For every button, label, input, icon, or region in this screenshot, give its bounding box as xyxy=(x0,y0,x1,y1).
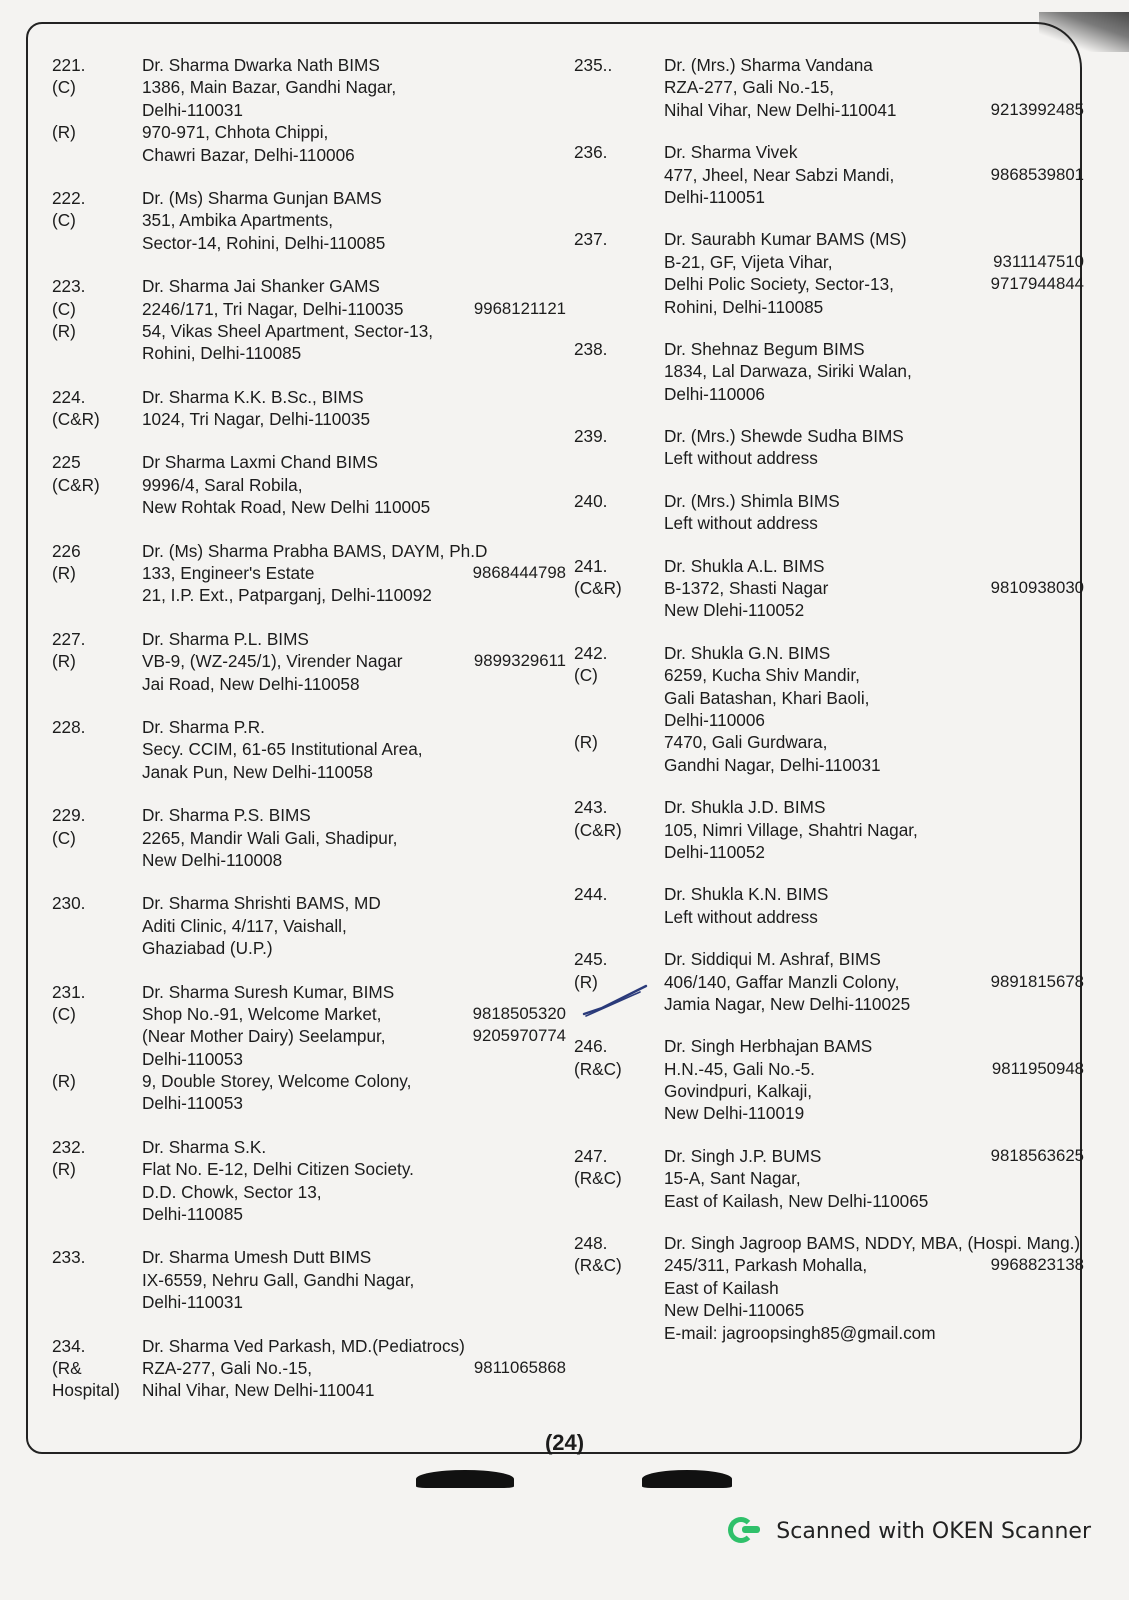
directory-entry xyxy=(52,1136,572,1226)
address-type-label: (C) xyxy=(52,1003,76,1024)
entry-line xyxy=(52,827,572,849)
address-type-label: (C) xyxy=(574,665,598,686)
address-type-label: Hospital) xyxy=(52,1380,120,1401)
directory-entry xyxy=(574,425,1084,470)
address-type-label: (R&C) xyxy=(574,1168,622,1189)
phone-numbers xyxy=(991,577,1084,599)
address-line: 1024, Tri Nagar, Delhi-110035 xyxy=(142,409,371,430)
entry-line xyxy=(574,228,1084,250)
entry-line xyxy=(574,141,1084,163)
scanner-text: Scanned with OKEN Scanner xyxy=(776,1518,1091,1544)
entry-line xyxy=(52,1335,572,1357)
entry-number: 234. xyxy=(52,1335,86,1356)
directory-entry xyxy=(52,804,572,871)
address-line: Left without address xyxy=(664,513,818,534)
entry-line xyxy=(52,1203,572,1225)
directory-entry xyxy=(574,1035,1084,1125)
phone-number: 9810938030 xyxy=(990,578,1084,598)
directory-entry xyxy=(52,275,572,365)
entry-line xyxy=(52,673,572,695)
address-line: Jai Road, New Delhi-110058 xyxy=(142,673,360,694)
entry-number: 229. xyxy=(52,805,86,826)
entry-line xyxy=(574,819,1084,841)
address-line: 1834, Lal Darwaza, Siriki Walan, xyxy=(664,361,912,382)
directory-entry xyxy=(574,1145,1084,1212)
left-column xyxy=(52,54,572,1423)
entry-line xyxy=(574,1190,1084,1212)
entry-number: 232. xyxy=(52,1136,86,1157)
entry-line xyxy=(574,54,1084,76)
phone-number: 9811950948 xyxy=(991,1058,1084,1078)
directory-entry xyxy=(574,555,1084,622)
address-line: 6259, Kucha Shiv Mandir, xyxy=(664,665,860,686)
entry-line xyxy=(574,447,1084,469)
entry-number: 246. xyxy=(574,1036,608,1057)
address-line: Flat No. E-12, Delhi Citizen Society. xyxy=(142,1159,414,1180)
entry-line xyxy=(52,1269,572,1291)
address-line: Govindpuri, Kalkaji, xyxy=(664,1081,813,1102)
entry-line xyxy=(574,360,1084,382)
directory-entry xyxy=(52,1246,572,1313)
entry-line xyxy=(52,628,572,650)
phone-numbers xyxy=(991,99,1084,121)
address-line: Delhi-110031 xyxy=(142,1292,243,1313)
doctor-name: Dr. Sharma P.S. BIMS xyxy=(142,805,311,826)
address-line: IX-6559, Nehru Gall, Gandhi Nagar, xyxy=(142,1269,415,1290)
phone-number: 9717944844 xyxy=(990,274,1084,294)
entry-line xyxy=(574,1167,1084,1189)
doctor-name: Dr. Sharma Ved Parkash, MD.(Pediatrocs) xyxy=(142,1335,465,1356)
entry-line xyxy=(52,540,572,562)
entry-number: 236. xyxy=(574,142,608,163)
entry-line xyxy=(52,1070,572,1092)
doctor-name: Dr. (Ms) Sharma Gunjan BAMS xyxy=(142,187,382,208)
address-type-label: (C) xyxy=(52,827,76,848)
entry-number: 235.. xyxy=(574,55,613,75)
address-line: 351, Ambika Apartments, xyxy=(142,210,334,231)
entry-line xyxy=(574,1102,1084,1124)
address-line: RZA-277, Gali No.-15, xyxy=(142,1357,313,1378)
address-line: Ghaziabad (U.P.) xyxy=(142,938,273,959)
address-type-label: (C) xyxy=(52,210,76,231)
entry-line xyxy=(574,296,1084,318)
doctor-name: Dr. Sharma Shrishti BAMS, MD xyxy=(142,893,381,914)
phone-number: 9899329611 xyxy=(473,651,566,671)
doctor-name: Dr Sharma Laxmi Chand BIMS xyxy=(142,452,378,473)
directory-entry xyxy=(574,338,1084,405)
pen-tick-mark xyxy=(580,982,650,1018)
entry-number: 221. xyxy=(52,55,86,75)
phone-numbers xyxy=(991,251,1084,296)
address-line: RZA-277, Gali No.-15, xyxy=(664,77,835,98)
entry-line xyxy=(574,1322,1084,1344)
address-line: Gali Batashan, Khari Baoli, xyxy=(664,687,870,708)
address-type-label: (C&R) xyxy=(52,409,100,430)
directory-entry xyxy=(574,228,1084,318)
entry-line xyxy=(574,642,1084,664)
address-line: E-mail: jagroopsingh85@gmail.com xyxy=(664,1322,936,1343)
address-line: B-21, GF, Vijeta Vihar, xyxy=(664,251,833,272)
doctor-name: Dr. (Mrs.) Shewde Sudha BIMS xyxy=(664,426,904,447)
address-line: 970-971, Chhota Chippi, xyxy=(142,122,329,143)
entry-line xyxy=(52,76,572,98)
directory-entry xyxy=(52,386,572,431)
directory-entry xyxy=(574,490,1084,535)
entry-line xyxy=(52,1092,572,1114)
doctor-name: Dr. Shukla A.L. BIMS xyxy=(664,555,825,576)
directory-entry xyxy=(574,1232,1084,1344)
doctor-name: Dr. Sharma Umesh Dutt BIMS xyxy=(142,1247,372,1268)
address-line: East of Kailash xyxy=(664,1277,779,1298)
address-line: VB-9, (WZ-245/1), Virender Nagar xyxy=(142,651,403,672)
phone-numbers xyxy=(474,298,566,320)
phone-number: 9818563625 xyxy=(990,1145,1084,1165)
address-type-label: (R& xyxy=(52,1357,82,1378)
address-line: Delhi-110006 xyxy=(664,383,765,404)
directory-entry xyxy=(574,948,1084,1015)
entry-line xyxy=(52,584,572,606)
address-line: Delhi-110031 xyxy=(142,99,243,120)
doctor-name: Dr. Sharma S.K. xyxy=(142,1136,267,1157)
doctor-name: Dr. Singh J.P. BUMS xyxy=(664,1145,822,1166)
entry-number: 231. xyxy=(52,981,86,1002)
address-line: New Delhi-110065 xyxy=(664,1300,805,1321)
phone-numbers xyxy=(991,1254,1084,1276)
address-line: 477, Jheel, Near Sabzi Mandi, xyxy=(664,164,895,185)
address-line: Delhi-110006 xyxy=(664,709,765,730)
phone-numbers xyxy=(991,1145,1084,1167)
entry-line xyxy=(574,1035,1084,1057)
entry-number: 225 xyxy=(52,452,81,473)
scan-smudge xyxy=(416,1470,514,1488)
entry-line xyxy=(574,1277,1084,1299)
address-line: Nihal Vihar, New Delhi-110041 xyxy=(664,99,897,120)
address-type-label: (R) xyxy=(52,1071,76,1092)
doctor-name: Dr. Shukla G.N. BIMS xyxy=(664,642,831,663)
address-type-label: (C&R) xyxy=(52,474,100,495)
address-type-label: (C) xyxy=(52,77,76,98)
entry-line xyxy=(52,54,572,76)
entry-line xyxy=(52,121,572,143)
address-line: Delhi-110053 xyxy=(142,1093,243,1114)
entry-line xyxy=(52,981,572,1003)
scanner-watermark xyxy=(726,1514,1091,1548)
entry-number: 238. xyxy=(574,338,608,359)
entry-line xyxy=(574,664,1084,686)
directory-entry xyxy=(574,883,1084,928)
entry-line xyxy=(52,451,572,473)
entry-number: 223. xyxy=(52,276,86,297)
entry-line xyxy=(52,187,572,209)
address-type-label: (R) xyxy=(52,1159,76,1180)
phone-numbers xyxy=(991,164,1084,186)
entry-number: 244. xyxy=(574,884,608,905)
entry-line xyxy=(574,841,1084,863)
directory-entry xyxy=(52,540,572,607)
entry-line xyxy=(52,1291,572,1313)
directory-entry xyxy=(52,451,572,518)
address-line: Gandhi Nagar, Delhi-110031 xyxy=(664,754,881,775)
address-line: Shop No.-91, Welcome Market, xyxy=(142,1003,382,1024)
entry-number: 241. xyxy=(574,555,608,576)
doctor-name: Dr. Singh Herbhajan BAMS xyxy=(664,1036,873,1057)
doctor-name: Dr. Shukla K.N. BIMS xyxy=(664,884,829,905)
address-line: 133, Engineer's Estate xyxy=(142,563,315,584)
entry-line xyxy=(574,1299,1084,1321)
address-line: 105, Nimri Village, Shahtri Nagar, xyxy=(664,819,918,840)
entry-number: 245. xyxy=(574,949,608,970)
entry-number: 227. xyxy=(52,628,86,649)
entry-line xyxy=(574,754,1084,776)
entry-line xyxy=(52,804,572,826)
entry-line xyxy=(52,1158,572,1180)
doctor-name: Dr. Siddiqui M. Ashraf, BIMS xyxy=(664,949,881,970)
address-line: Delhi-110053 xyxy=(142,1048,243,1069)
doctor-name: Dr. (Mrs.) Sharma Vandana xyxy=(664,55,873,75)
entry-line xyxy=(52,1181,572,1203)
doctor-name: Dr. Sharma Jai Shanker GAMS xyxy=(142,276,380,297)
phone-number: 9818505320 xyxy=(472,1003,566,1023)
entry-line xyxy=(52,232,572,254)
entry-line xyxy=(574,555,1084,577)
doctor-name: Dr. Sharma P.L. BIMS xyxy=(142,628,309,649)
phone-numbers xyxy=(991,971,1084,993)
address-line: Sector-14, Rohini, Delhi-110085 xyxy=(142,232,386,253)
entry-line xyxy=(574,796,1084,818)
entry-line xyxy=(574,76,1084,98)
entry-line xyxy=(52,915,572,937)
doctor-name: Dr. Saurabh Kumar BAMS (MS) xyxy=(664,229,907,250)
doctor-name: Dr. Sharma Dwarka Nath BIMS xyxy=(142,55,380,75)
entry-line xyxy=(52,937,572,959)
entry-line xyxy=(574,883,1084,905)
address-line: Delhi-110052 xyxy=(664,841,765,862)
entry-line xyxy=(52,892,572,914)
doctor-name: Dr. Shukla J.D. BIMS xyxy=(664,797,826,818)
entry-line xyxy=(574,425,1084,447)
directory-entry xyxy=(52,981,572,1115)
address-line: 21, I.P. Ext., Patparganj, Delhi-110092 xyxy=(142,585,432,606)
entry-line xyxy=(574,993,1084,1015)
entry-line xyxy=(52,1246,572,1268)
entry-number: 228. xyxy=(52,716,86,737)
address-type-label: (C) xyxy=(52,298,76,319)
directory-entry xyxy=(574,796,1084,863)
doctor-name: Dr. Sharma Vivek xyxy=(664,142,798,163)
directory-entry xyxy=(52,187,572,254)
address-line: 9, Double Storey, Welcome Colony, xyxy=(142,1071,412,1092)
entry-line xyxy=(52,386,572,408)
entry-line xyxy=(574,1232,1084,1254)
directory-entry xyxy=(52,1335,572,1402)
scan-smudge xyxy=(642,1470,732,1488)
address-line: 2265, Mandir Wali Gali, Shadipur, xyxy=(142,827,398,848)
entry-number: 224. xyxy=(52,386,86,407)
phone-number: 9311147510 xyxy=(993,251,1084,271)
address-line: 54, Vikas Sheel Apartment, Sector-13, xyxy=(142,320,434,341)
doctor-name: Dr. (Ms) Sharma Prabha BAMS, DAYM, Ph.D xyxy=(142,540,488,561)
entry-number: 226 xyxy=(52,540,81,561)
entry-line xyxy=(52,144,572,166)
doctor-name: Dr. Sharma K.K. B.Sc., BIMS xyxy=(142,386,364,407)
entry-line xyxy=(52,1136,572,1158)
phone-number: 9868444798 xyxy=(472,563,566,583)
address-line: 245/311, Parkash Mohalla, xyxy=(664,1255,868,1276)
entry-line xyxy=(574,599,1084,621)
phone-numbers xyxy=(474,650,566,672)
entry-line xyxy=(52,342,572,364)
doctor-name: Dr. Singh Jagroop BAMS, NDDY, MBA, (Hospi. Mang.) xyxy=(664,1233,1081,1254)
address-line: Left without address xyxy=(664,448,818,469)
address-type-label: (R&C) xyxy=(574,1058,622,1079)
address-line: Delhi Polic Society, Sector-13, xyxy=(664,274,894,295)
entry-number: 222. xyxy=(52,187,86,208)
address-line: East of Kailash, New Delhi-110065 xyxy=(664,1190,929,1211)
address-type-label: (C&R) xyxy=(574,819,622,840)
oken-scanner-logo-icon xyxy=(726,1514,764,1548)
directory-entry xyxy=(52,892,572,959)
directory-entry xyxy=(574,54,1084,121)
doctor-name: Dr. Shehnaz Begum BIMS xyxy=(664,338,865,359)
address-type-label: (R&C) xyxy=(574,1255,622,1276)
entry-line xyxy=(52,849,572,871)
phone-number: 9205970774 xyxy=(472,1026,566,1046)
entry-line xyxy=(52,275,572,297)
address-line: Rohini, Delhi-110085 xyxy=(142,343,302,364)
address-line: Jamia Nagar, New Delhi-110025 xyxy=(664,993,911,1014)
entry-number: 248. xyxy=(574,1233,608,1254)
address-type-label: (R) xyxy=(52,320,76,341)
entry-number: 239. xyxy=(574,426,608,447)
entry-line xyxy=(574,687,1084,709)
entry-line xyxy=(574,338,1084,360)
address-line: Nihal Vihar, New Delhi-110041 xyxy=(142,1380,375,1401)
address-type-label: (R) xyxy=(52,563,76,584)
address-line: 1386, Main Bazar, Gandhi Nagar, xyxy=(142,77,397,98)
address-line: 7470, Gali Gurdwara, xyxy=(664,732,828,753)
entry-number: 247. xyxy=(574,1145,608,1166)
right-column xyxy=(574,54,1084,1364)
entry-line xyxy=(574,906,1084,928)
entry-line xyxy=(574,186,1084,208)
entry-line xyxy=(574,709,1084,731)
entry-line xyxy=(574,490,1084,512)
entry-line xyxy=(574,512,1084,534)
entry-number: 242. xyxy=(574,642,608,663)
entry-line xyxy=(52,496,572,518)
entry-number: 240. xyxy=(574,490,608,511)
doctor-name: Dr. Sharma Suresh Kumar, BIMS xyxy=(142,981,395,1002)
address-line: 406/140, Gaffar Manzli Colony, xyxy=(664,971,900,992)
directory-entry xyxy=(52,54,572,166)
page-number: (24) xyxy=(544,1430,585,1455)
entry-line xyxy=(52,209,572,231)
entry-line xyxy=(52,738,572,760)
entry-line xyxy=(52,1048,572,1070)
address-line: Delhi-110051 xyxy=(664,186,765,207)
phone-numbers xyxy=(992,1058,1084,1080)
entry-line xyxy=(52,474,572,496)
address-line: New Delhi-110008 xyxy=(142,849,283,870)
address-line: New Delhi-110019 xyxy=(664,1103,805,1124)
address-type-label: (R) xyxy=(52,651,76,672)
address-type-label: (R) xyxy=(574,732,598,753)
directory-entry xyxy=(574,642,1084,776)
address-line: New Rohtak Road, New Delhi 110005 xyxy=(142,497,431,518)
address-line: Rohini, Delhi-110085 xyxy=(664,296,824,317)
entry-line xyxy=(574,1080,1084,1102)
directory-entry xyxy=(52,628,572,695)
phone-number: 9968121121 xyxy=(473,298,566,318)
phone-numbers xyxy=(473,562,566,584)
address-type-label: (R) xyxy=(574,971,598,992)
entry-number: 237. xyxy=(574,229,608,250)
address-line: Left without address xyxy=(664,906,818,927)
address-line: 2246/171, Tri Nagar, Delhi-110035 xyxy=(142,298,404,319)
directory-entry xyxy=(574,141,1084,208)
entry-number: 233. xyxy=(52,1247,86,1268)
address-line: Secy. CCIM, 61-65 Institutional Area, xyxy=(142,739,423,760)
phone-number: 9868539801 xyxy=(990,164,1084,184)
address-type-label: (R) xyxy=(52,122,76,143)
address-line: B-1372, Shasti Nagar xyxy=(664,578,829,599)
address-line: Aditi Clinic, 4/117, Vaishall, xyxy=(142,915,347,936)
address-line: New Dlehi-110052 xyxy=(664,600,805,621)
entry-line xyxy=(52,1379,572,1401)
entry-line xyxy=(574,731,1084,753)
address-line: (Near Mother Dairy) Seelampur, xyxy=(142,1026,386,1047)
phone-number: 9891815678 xyxy=(990,971,1084,991)
entry-line xyxy=(574,383,1084,405)
entry-line xyxy=(52,320,572,342)
doctor-name: Dr. Sharma P.R. xyxy=(142,716,265,737)
address-line: H.N.-45, Gali No.-5. xyxy=(664,1058,815,1079)
doctor-name: Dr. (Mrs.) Shimla BIMS xyxy=(664,490,840,511)
address-line: 9996/4, Saral Robila, xyxy=(142,474,303,495)
address-type-label: (C&R) xyxy=(574,578,622,599)
address-line: Janak Pun, New Delhi-110058 xyxy=(142,761,373,782)
phone-number: 9968823138 xyxy=(990,1255,1084,1275)
entry-number: 243. xyxy=(574,797,608,818)
entry-line xyxy=(52,716,572,738)
phone-number: 9213992485 xyxy=(990,99,1084,119)
entry-line xyxy=(52,408,572,430)
phone-number: 9811065868 xyxy=(473,1357,566,1377)
address-line: 15-A, Sant Nagar, xyxy=(664,1168,801,1189)
entry-line xyxy=(52,761,572,783)
phone-numbers xyxy=(473,1003,566,1048)
directory-entry xyxy=(52,716,572,783)
entry-line xyxy=(574,948,1084,970)
address-line: D.D. Chowk, Sector 13, xyxy=(142,1181,322,1202)
entry-line xyxy=(52,99,572,121)
phone-numbers xyxy=(474,1357,566,1379)
entry-number: 230. xyxy=(52,893,86,914)
address-line: Delhi-110085 xyxy=(142,1204,243,1225)
address-line: Chawri Bazar, Delhi-110006 xyxy=(142,144,355,165)
